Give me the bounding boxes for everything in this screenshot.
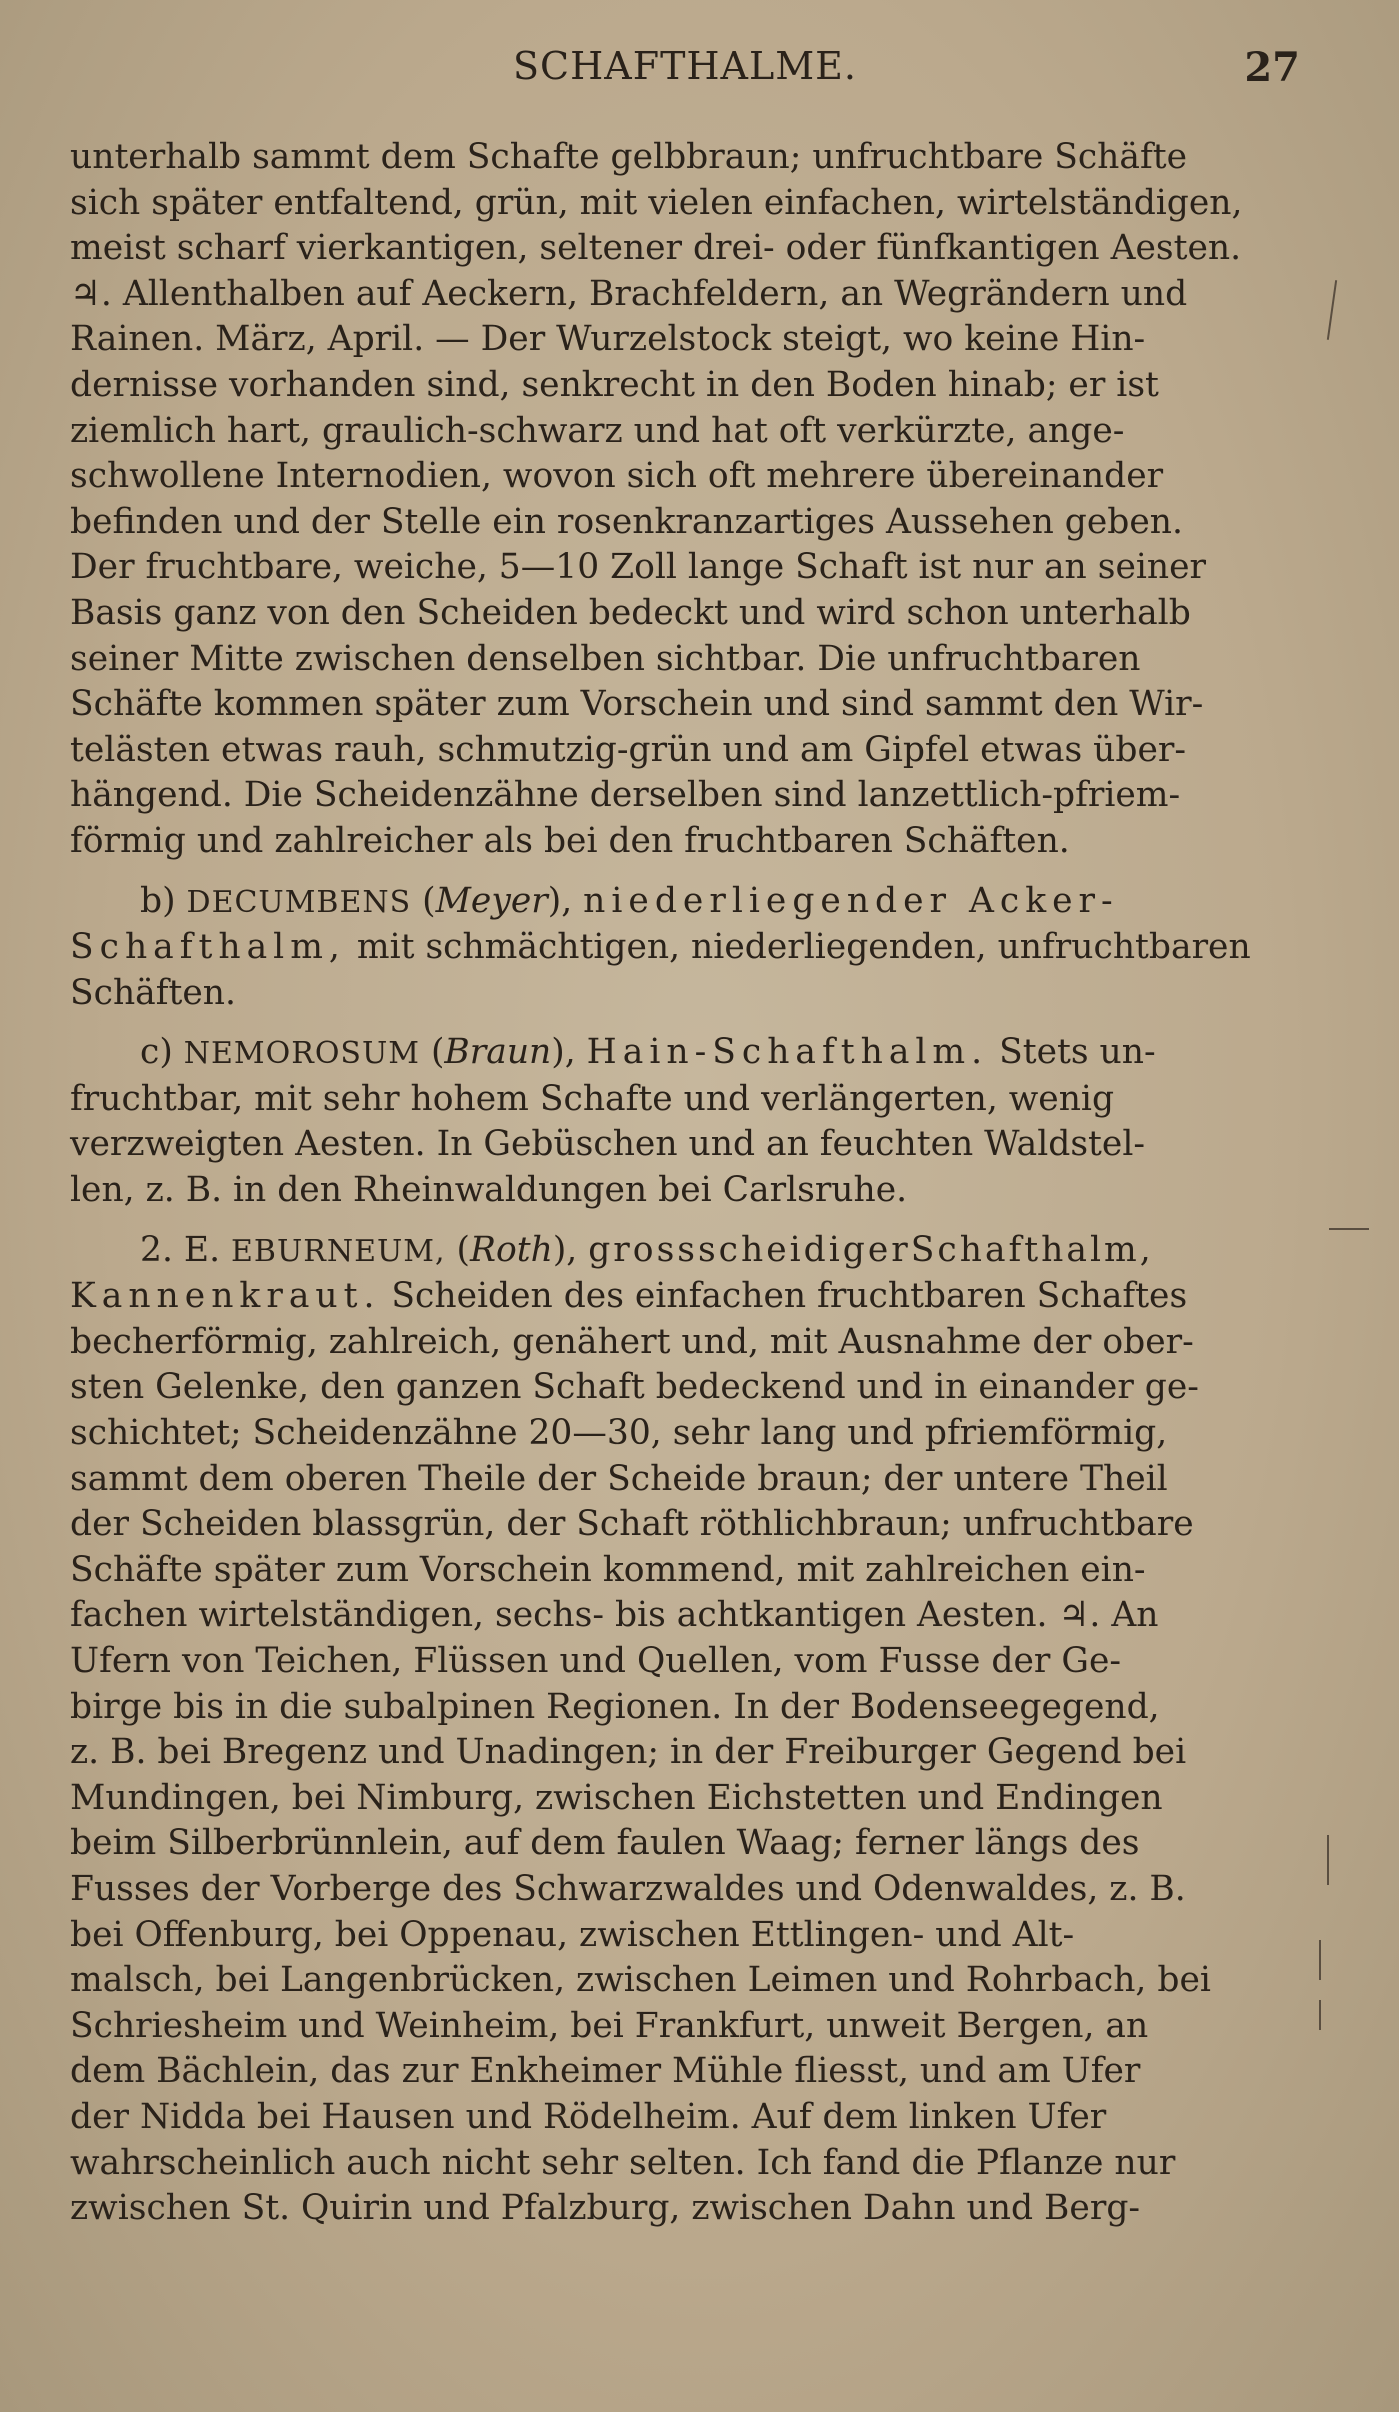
text-line: fruchtbar, mit sehr hohem Schafte und verlängerten, wenig — [70, 1078, 1115, 1119]
pencil-mark — [1329, 1228, 1369, 1230]
text-line: beim Silberbrünnlein, auf dem faulen Waag; ferner längs des — [70, 1823, 1140, 1864]
paren-open: ( — [422, 880, 436, 921]
text-line: dernisse vorhanden sind, senkrecht in den Boden hinab; er ist — [70, 364, 1159, 405]
variety-b — [70, 879, 1300, 1017]
text-line: sich später entfaltend, grün, mit vielen einfachen, wirtelständigen, — [70, 182, 1243, 223]
margin-pencil-marks — [1289, 0, 1399, 2412]
page-header — [70, 44, 1300, 94]
variety-common-name-cont: Schafthalm, — [70, 927, 346, 968]
variety-author: Braun — [444, 1032, 552, 1073]
species-2-line-1 — [70, 1228, 1300, 1275]
variety-b-line-2 — [70, 925, 1300, 971]
text-line: Fusses der Vorberge des Schwarzwaldes und Odenwaldes, z. B. — [70, 1868, 1186, 1909]
text-line: meist scharf vierkantigen, seltener drei- oder fünfkantigen Aesten. — [70, 228, 1242, 269]
text-line: becherförmig, zahlreich, genähert und, mit Ausnahme der ober- — [70, 1321, 1194, 1362]
text-line: Schäfte kommen später zum Vorschein und sind sammt den Wir- — [70, 684, 1204, 725]
variety-letter: c) — [140, 1032, 173, 1073]
text-line: seiner Mitte zwischen denselben sichtbar. Die unfruchtbaren — [70, 638, 1141, 679]
species-description: Scheiden des einfachen fruchtbaren Schaftes — [391, 1276, 1188, 1317]
text-line: birge bis in die subalpinen Regionen. In der Bodenseegegend, — [70, 1686, 1160, 1727]
species-name: EBURNEUM, — [231, 1233, 446, 1269]
variety-description: Stets un- — [999, 1032, 1156, 1073]
paren-open: ( — [456, 1229, 470, 1270]
text-line: Mundingen, bei Nimburg, zwischen Eichstetten und Endingen — [70, 1777, 1163, 1818]
variety-common-name: niederliegender Acker- — [583, 880, 1119, 921]
text-line: der Scheiden blassgrün, der Schaft röthlichbraun; unfruchtbare — [70, 1504, 1194, 1545]
pencil-mark — [1319, 2000, 1321, 2030]
text-line: schwollene Internodien, wovon sich oft mehrere übereinander — [70, 456, 1164, 497]
species-2-line-2 — [70, 1274, 1300, 1320]
pencil-mark — [1319, 1940, 1321, 1980]
text-line: Der fruchtbare, weiche, 5—10 Zoll lange Schaft ist nur an seiner — [70, 547, 1207, 588]
text-line: der Nidda bei Hausen und Rödelheim. Auf dem linken Ufer — [70, 2096, 1107, 2137]
variety-name: DECUMBENS — [186, 884, 412, 920]
text-line: befinden und der Stelle ein rosenkranzartiges Aussehen geben. — [70, 501, 1183, 542]
text-line: bei Offenburg, bei Oppenau, zwischen Ettlingen- und Alt- — [70, 1914, 1075, 1955]
paren-close: ), — [547, 880, 573, 921]
paragraph-continued — [70, 135, 1300, 865]
pencil-mark — [1327, 280, 1337, 340]
text-line: verzweigten Aesten. In Gebüschen und an feuchten Waldstel- — [70, 1124, 1146, 1165]
species-2 — [70, 1228, 1300, 2232]
species-common-name-2: Kannenkraut. — [70, 1276, 381, 1317]
page-number: 27 — [1244, 44, 1300, 91]
paren-close: ), — [552, 1229, 578, 1270]
species-author: Roth — [469, 1229, 553, 1270]
text-line: z. B. bei Bregenz und Unadingen; in der Freiburger Gegend bei — [70, 1732, 1187, 1773]
pencil-mark — [1327, 1835, 1329, 1885]
variety-name: NEMOROSUM — [183, 1036, 420, 1072]
text-line: dem Bächlein, das zur Enkheimer Mühle fliesst, und am Ufer — [70, 2051, 1141, 2092]
text-line: Basis ganz von den Scheiden bedeckt und wird schon unterhalb — [70, 592, 1191, 633]
text-line: hängend. Die Scheidenzähne derselben sind lanzettlich-pfriem- — [70, 775, 1181, 816]
variety-author: Meyer — [435, 880, 548, 921]
text-line: sten Gelenke, den ganzen Schaft bedeckend und in einander ge- — [70, 1367, 1199, 1408]
text-line: len, z. B. in den Rheinwaldungen bei Carlsruhe. — [70, 1170, 908, 1211]
body-text — [70, 135, 1300, 2246]
text-line: Schäfte später zum Vorschein kommend, mit zahlreichen ein- — [70, 1549, 1146, 1590]
text-line: Schriesheim und Weinheim, bei Frankfurt, unweit Bergen, an — [70, 2005, 1149, 2046]
variety-b-line-3: Schäften. — [70, 972, 236, 1013]
variety-letter: b) — [140, 880, 176, 921]
variety-description: mit schmächtigen, niederliegenden, unfruchtbaren — [356, 927, 1251, 968]
text-line: ♃. Allenthalben auf Aeckern, Brachfeldern, an Wegrändern und — [70, 273, 1188, 314]
text-line: fachen wirtelständigen, sechs- bis achtkantigen Aesten. ♃. An — [70, 1595, 1159, 1636]
text-line: Ufern von Teichen, Flüssen und Quellen, vom Fusse der Ge- — [70, 1641, 1122, 1681]
text-line: zwischen St. Quirin und Pfalzburg, zwischen Dahn und Berg- — [70, 2188, 1141, 2229]
text-line: telästen etwas rauh, schmutzig-grün und am Gipfel etwas über- — [70, 729, 1187, 770]
text-line: förmig und zahlreicher als bei den fruchtbaren Schäften. — [70, 820, 1070, 861]
species-number: 2. E. — [140, 1229, 221, 1270]
variety-c — [70, 1030, 1300, 1213]
paren-open: ( — [430, 1032, 445, 1073]
running-title: SCHAFTHALME. — [513, 44, 857, 88]
text-line: unterhalb sammt dem Schafte gelbbraun; unfruchtbare Schäfte — [70, 137, 1188, 177]
variety-b-line-1 — [70, 879, 1300, 926]
paren-close: ), — [551, 1032, 576, 1073]
text-line: malsch, bei Langenbrücken, zwischen Leimen und Rohrbach, bei — [70, 1960, 1211, 2001]
species-common-name: grossscheidigerSchafthalm, — [588, 1229, 1154, 1270]
variety-common-name: Hain-Schafthalm. — [586, 1032, 989, 1073]
text-line: schichtet; Scheidenzähne 20—30, sehr lang und pfriemförmig, — [70, 1413, 1168, 1454]
text-line: wahrscheinlich auch nicht sehr selten. Ich fand die Pflanze nur — [70, 2142, 1176, 2183]
text-line: ziemlich hart, graulich-schwarz und hat oft verkürzte, ange- — [70, 410, 1125, 451]
text-line: Rainen. März, April. — Der Wurzelstock steigt, wo keine Hin- — [70, 319, 1146, 360]
variety-c-line-1 — [70, 1030, 1300, 1077]
text-line: sammt dem oberen Theile der Scheide braun; der untere Theil — [70, 1458, 1168, 1499]
